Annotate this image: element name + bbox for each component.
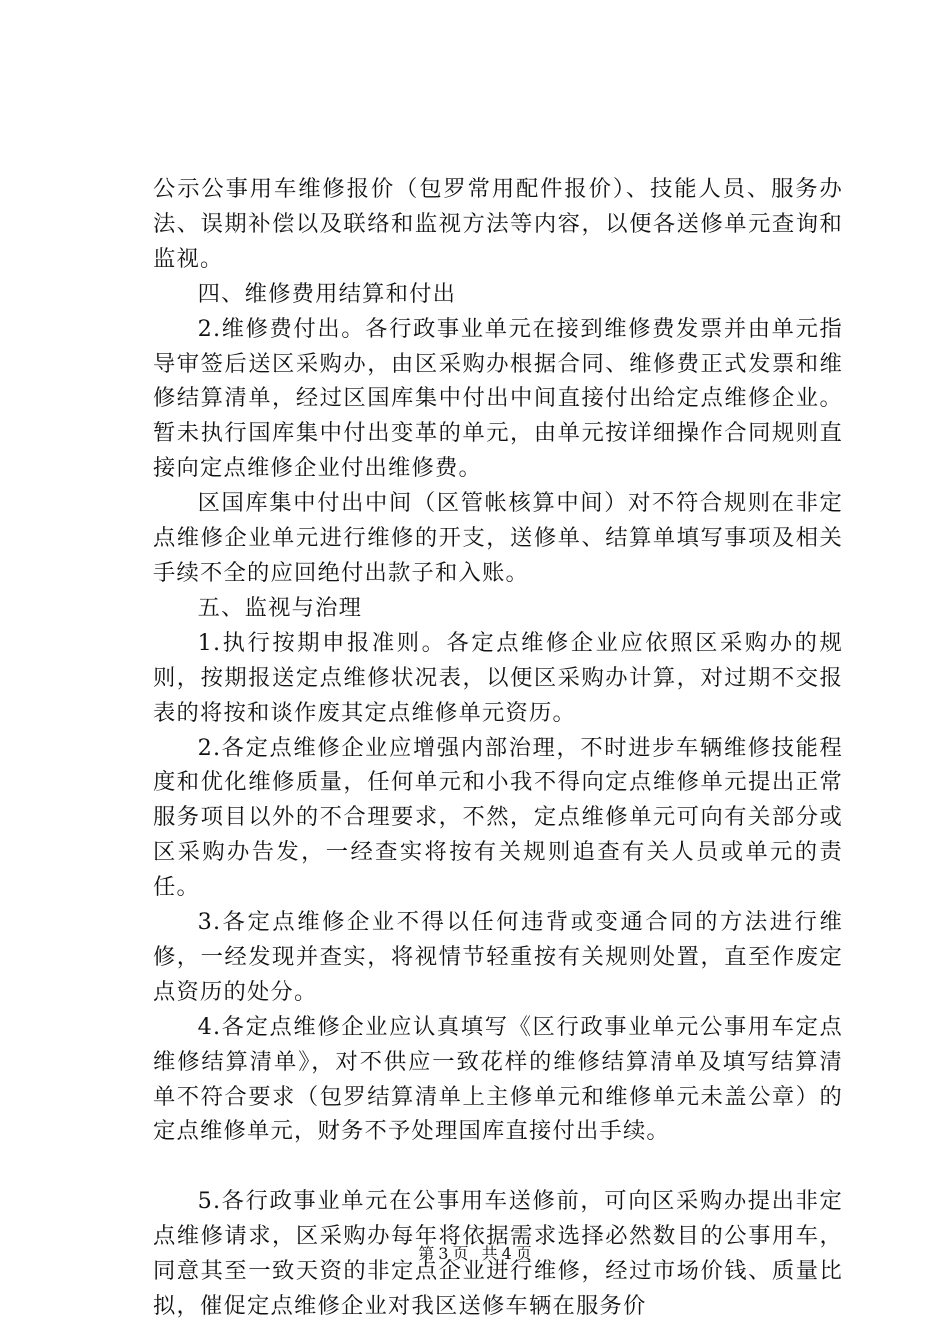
paragraph-payment: 2.维修费付出。各行政事业单元在接到维修费发票并由单元指导审签后送区采购办，由区采购办根据合同、维修费正式发票和维修结算清单，经过区国库集中付出中间直接付出给定点维修企业。暂未执行国库集中付出变革的单元，由单元按详细操作合同规则直接向定点维修企业付出维修费。 xyxy=(153,315,843,482)
document-body xyxy=(153,172,843,1324)
paragraph-item-4: 4.各定点维修企业应认真填写《区行政事业单元公事用车定点维修结算清单》，对不供应一致花样的维修结算清单及填写结算清单不符合要求（包罗结算清单上主修单元和维修单元未盖公章）的定点维修单元，财务不予处理国库直接付出手续。 xyxy=(153,1013,843,1145)
paragraph-item-3: 3.各定点维修企业不得以任何违背或变通合同的方法进行维修，一经发现并查实，将视情节轻重按有关规则处置，直至作废定点资历的处分。 xyxy=(153,909,843,1005)
paragraph-item-5: 5.各行政事业单元在公事用车送修前，可向区采购办提出非定点维修请求，区采购办每年将依据需求选择必然数目的公事用车，同意其至一致天资的非定点企业进行维修，经过市场价钱、质量比拟，催促定点维修企业对我区送修车辆在服务价 xyxy=(153,1188,843,1319)
section-heading-4: 四、维修费用结算和付出 xyxy=(197,280,457,307)
paragraph-spacer xyxy=(153,1149,843,1184)
page-indicator: 第 3 页 xyxy=(418,1244,469,1263)
paragraph-item-1: 1.执行按期申报准则。各定点维修企业应依照区采购办的规则，按期报送定点维修状况表，以便区采购办计算，对过期不交报表的将按和谈作废其定点维修单元资历。 xyxy=(153,629,843,726)
page-footer xyxy=(0,1244,950,1264)
paragraph-continued: 公示公事用车维修报价（包罗常用配件报价）、技能人员、服务办法、误期补偿以及联络和监视方法等内容，以便各送修单元查询和监视。 xyxy=(153,176,843,272)
paragraph-treasury: 区国库集中付出中间（区管帐核算中间）对不符合规则在非定点维修企业单元进行维修的开支，送修单、结算单填写事项及相关手续不全的应回绝付出款子和入账。 xyxy=(153,490,843,586)
total-pages-indicator: 共 4 页 xyxy=(481,1244,532,1263)
section-heading-5: 五、监视与治理 xyxy=(197,594,363,621)
paragraph-item-2: 2.各定点维修企业应增强内部治理，不时进步车辆维修技能程度和优化维修质量，任何单元和小我不得向定点维修单元提出正常服务项目以外的不合理要求，不然，定点维修单元可向有关部分或区采购办告发，一经查实将按有关规则追查有关人员或单元的责任。 xyxy=(153,734,843,901)
total-pages: 4 xyxy=(501,1244,512,1263)
page-number: 3 xyxy=(438,1244,449,1263)
